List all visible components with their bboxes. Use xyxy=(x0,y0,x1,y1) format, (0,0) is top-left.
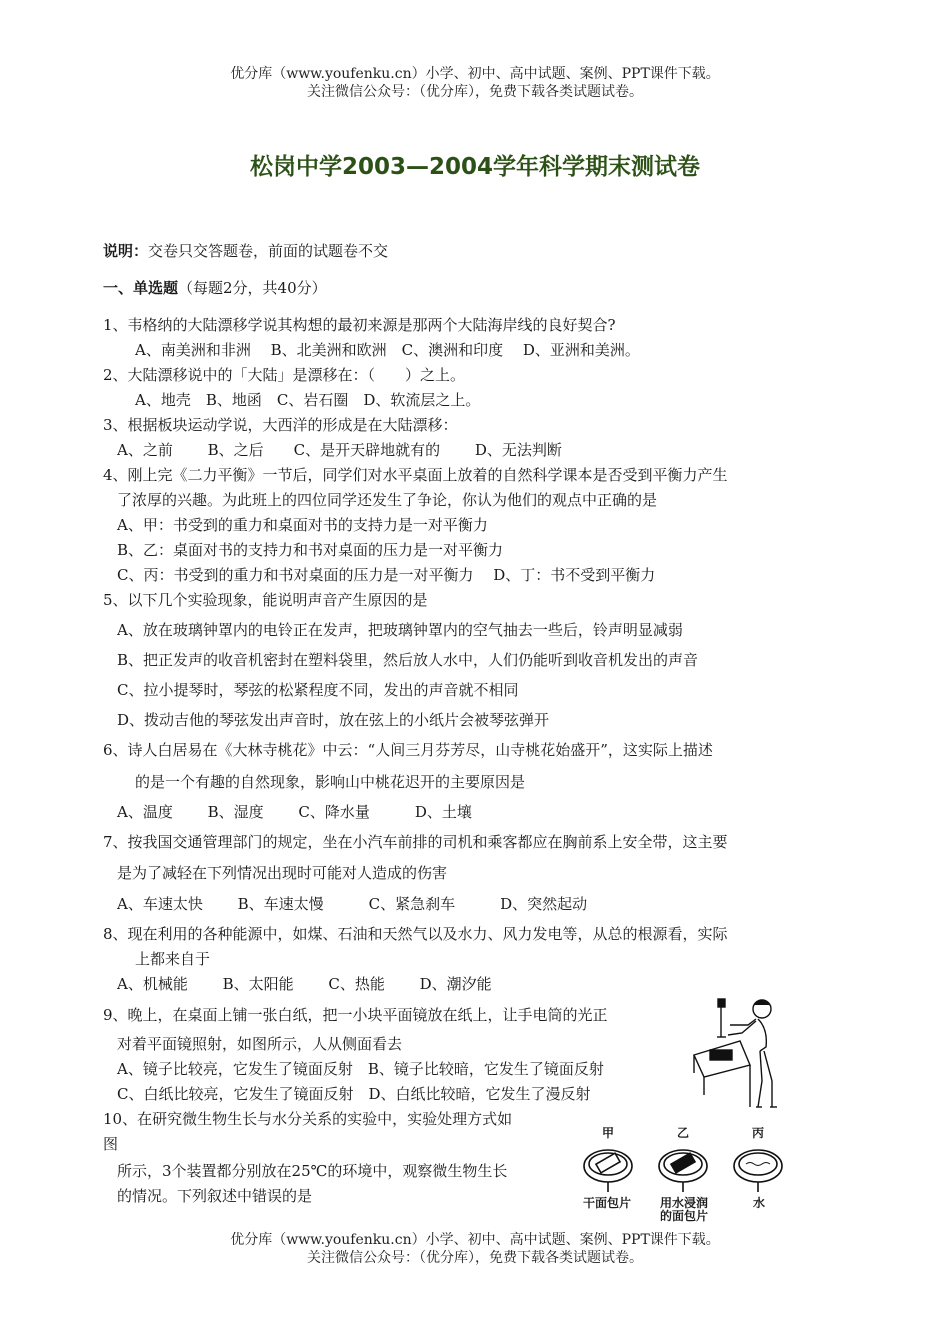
q4-option-b: B、乙：桌面对书的支持力和书对桌面的压力是一对平衡力 xyxy=(117,541,504,559)
section-text: （每题2分，共40分） xyxy=(178,279,327,297)
question-7-cont: 是为了减轻在下列情况出现时可能对人造成的伤害 xyxy=(117,864,448,882)
figure-caption-water: 水 xyxy=(752,1196,765,1210)
section-heading xyxy=(103,279,327,297)
note-text: 交卷只交答题卷，前面的试题卷不交 xyxy=(148,242,389,260)
q4-option-a: A、甲：书受到的重力和桌面对书的支持力是一对平衡力 xyxy=(117,516,488,534)
question-9-cont: 对着平面镜照射，如图所示，人从侧面看去 xyxy=(117,1035,403,1053)
question-10-cont-2: 所示，3个装置都分别放在25℃的环境中，观察微生物生长 xyxy=(117,1162,508,1180)
section-label: 一、单选题 xyxy=(103,279,179,297)
q3-options: A、之前 B、之后 C、是开天辟地就有的 D、无法判断 xyxy=(117,441,562,459)
figure-caption-wet-bread: 用水浸润 的面包片 xyxy=(659,1196,708,1223)
footer-line-1: 优分库（www.youfenku.cn）小学、初中、高中试题、案例、PPT课件下载。 xyxy=(230,1232,720,1248)
question-10-cont-3: 的情况。下列叙述中错误的是 xyxy=(117,1187,313,1205)
question-6-cont: 的是一个有趣的自然现象，影响山中桃花迟开的主要原因是 xyxy=(135,773,526,791)
q9-option-ab: A、镜子比较亮，它发生了镜面反射 B、镜子比较暗，它发生了镜面反射 xyxy=(117,1060,604,1078)
question-5: 5、以下几个实验现象，能说明声音产生原因的是 xyxy=(103,591,428,609)
q4-option-cd: C、丙：书受到的重力和书对桌面的压力是一对平衡力 D、丁：书不受到平衡力 xyxy=(117,566,656,584)
header-line-1: 优分库（www.youfenku.cn）小学、初中、高中试题、案例、PPT课件下载。 xyxy=(230,66,720,82)
question-9: 9、晚上，在桌面上铺一张白纸，把一小块平面镜放在纸上，让手电筒的光正 xyxy=(103,1006,608,1024)
header-line-2: 关注微信公众号：（优分库），免费下载各类试题试卷。 xyxy=(307,84,643,100)
note xyxy=(103,242,388,260)
q1-options: A、南美洲和非洲 B、北美洲和欧洲 C、澳洲和印度 D、亚洲和美洲。 xyxy=(135,341,640,359)
q7-options: A、车速太快 B、车速太慢 C、紧急刹车 D、突然起动 xyxy=(117,895,588,913)
q8-options: A、机械能 B、太阳能 C、热能 D、潮汐能 xyxy=(117,975,492,993)
figure-caption-dry-bread: 干面包片 xyxy=(582,1196,631,1210)
question-4: 4、刚上完《二力平衡》一节后，同学们对水平桌面上放着的自然科学课本是否受到平衡力产生 xyxy=(103,466,728,484)
question-8: 8、现在利用的各种能源中，如煤、石油和天然气以及水力、风力发电等，从总的根源看，实际 xyxy=(103,925,728,943)
q5-option-a: A、放在玻璃钟罩内的电铃正在发声，把玻璃钟罩内的空气抽去一些后，铃声明显减弱 xyxy=(117,621,683,639)
question-2: 2、大陆漂移说中的「大陆」是漂移在：（ ）之上。 xyxy=(103,366,466,384)
question-3: 3、根据板块运动学说，大西洋的形成是在大陆漂移： xyxy=(103,416,458,434)
q5-option-b: B、把正发声的收音机密封在塑料袋里，然后放人水中，人们仍能听到收音机发出的声音 xyxy=(117,651,699,669)
q9-option-cd: C、白纸比较亮，它发生了镜面反射 D、白纸比较暗，它发生了漫反射 xyxy=(117,1085,591,1103)
q2-options: A、地壳 B、地函 C、岩石圈 D、软流层之上。 xyxy=(135,391,481,409)
footer-line-2: 关注微信公众号：（优分库），免费下载各类试题试卷。 xyxy=(307,1250,643,1266)
q5-option-c: C、拉小提琴时，琴弦的松紧程度不同，发出的声音就不相同 xyxy=(117,681,519,699)
question-6: 6、诗人白居易在《大林寺桃花》中云：“人间三月芬芳尽，山寺桃花始盛开”，这实际上描述 xyxy=(103,741,713,759)
question-4-cont: 了浓厚的兴趣。为此班上的四位同学还发生了争论，你认为他们的观点中正确的是 xyxy=(117,491,658,509)
figure-label-jia: 甲 xyxy=(601,1126,614,1140)
question-10-cont: 图 xyxy=(103,1135,119,1153)
figure-label-bing: 丙 xyxy=(751,1126,764,1140)
page-title: 松岗中学2003—2004学年科学期末测试卷 xyxy=(249,154,701,180)
question-7: 7、按我国交通管理部门的规定，坐在小汽车前排的司机和乘客都应在胸前系上安全带，这主要 xyxy=(103,833,728,851)
question-1: 1、韦格纳的大陆漂移学说其构想的最初来源是那两个大陆海岸线的良好契合? xyxy=(103,316,616,334)
q9-figure-illustration xyxy=(690,995,780,1115)
figure-label-yi: 乙 xyxy=(676,1126,689,1140)
question-8-cont: 上都来自于 xyxy=(135,950,211,968)
question-10: 10、在研究微生物生长与水分关系的实验中，实验处理方式如 xyxy=(103,1110,513,1128)
q5-option-d: D、拨动吉他的琴弦发出声音时，放在弦上的小纸片会被琴弦弹开 xyxy=(117,711,550,729)
q6-options: A、温度 B、湿度 C、降水量 D、土壤 xyxy=(117,803,472,821)
note-label: 说明： xyxy=(103,242,149,260)
